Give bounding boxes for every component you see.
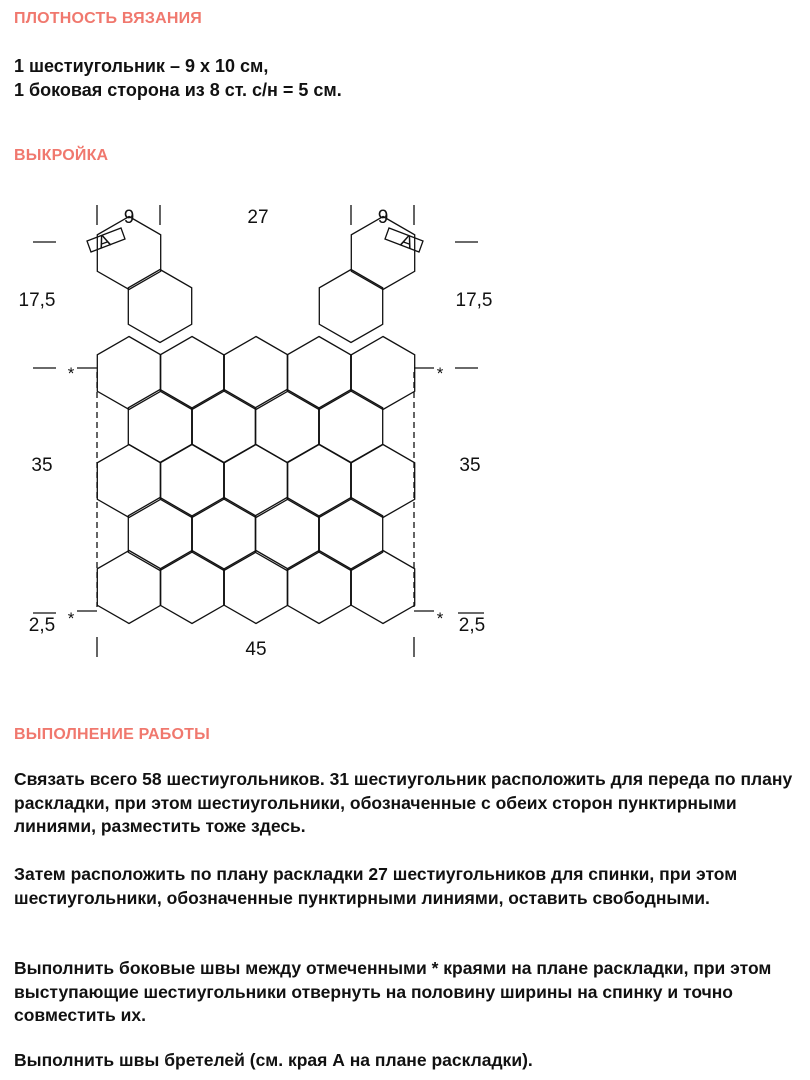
hexagon-motif bbox=[224, 337, 287, 410]
edge-a-markers bbox=[87, 228, 423, 252]
hexagon-motif bbox=[351, 337, 414, 410]
pattern-heading: ВЫКРОЙКА bbox=[14, 147, 109, 164]
hexagon-motif bbox=[97, 551, 160, 624]
seam-mark-left-top: * bbox=[67, 364, 75, 383]
hexagon-motif bbox=[97, 445, 160, 518]
gauge-line-2: 1 боковая сторона из 8 ст. с/н = 5 см. bbox=[14, 80, 342, 100]
dim-bottom-left: 2,5 bbox=[28, 615, 56, 636]
dim-body-left: 35 bbox=[31, 455, 53, 476]
dim-top-center: 27 bbox=[247, 207, 269, 228]
hexagon-motif bbox=[128, 498, 191, 571]
hexagon-motif bbox=[319, 498, 382, 571]
hexagon-motif bbox=[255, 390, 318, 463]
gauge-line-1: 1 шестиугольник – 9 х 10 см, bbox=[14, 56, 269, 76]
hexagon-motif bbox=[351, 551, 414, 624]
hexagon-motif bbox=[287, 337, 350, 410]
edge-a-label-left: A bbox=[94, 229, 114, 253]
instructions-paragraph-1: Связать всего 58 шестиугольников. 31 шестиугольник расположить для переда по плану раскладки, при этом шестиугольники, обозначенные с обеих сторон пунктирными линиями, разместить тоже здесь. bbox=[14, 769, 793, 836]
gauge-heading: ПЛОТНОСТЬ ВЯЗАНИЯ bbox=[14, 10, 203, 27]
dim-body-right: 35 bbox=[459, 455, 481, 476]
hexagon-motif bbox=[351, 445, 414, 518]
hexagon-motif bbox=[192, 390, 255, 463]
hexagon-motif bbox=[160, 551, 223, 624]
dim-bottom-right: 2,5 bbox=[458, 615, 486, 636]
hexagon-motif bbox=[128, 390, 191, 463]
hexagon-motif bbox=[224, 551, 287, 624]
instructions-heading: ВЫПОЛНЕНИЕ РАБОТЫ bbox=[14, 726, 210, 743]
hexagon-motif bbox=[97, 337, 160, 410]
seam-mark-right-bottom: * bbox=[436, 609, 444, 628]
instructions-paragraph-3: Выполнить боковые швы между отмеченными * краями на плане раскладки, при этом выступающие шестиугольники отвернуть на половину ширины на спинку и точно совместить их. bbox=[14, 958, 772, 1025]
instructions-paragraph-2: Затем расположить по плану раскладки 27 шестиугольников для спинки, при этом шестиугольники, обозначенные пунктирными линиями, оставить свободными. bbox=[14, 864, 738, 908]
hexagon-motif bbox=[287, 445, 350, 518]
hexagon-motif bbox=[192, 498, 255, 571]
hexagon-motif bbox=[128, 270, 191, 343]
instructions-paragraph-4: Выполнить швы бретелей (см. края А на плане раскладки). bbox=[14, 1050, 533, 1070]
dim-strap-left: 17,5 bbox=[18, 290, 56, 311]
hexagon-motif bbox=[319, 270, 382, 343]
hexagon-grid bbox=[94, 217, 417, 624]
hexagon-motif bbox=[255, 498, 318, 571]
dim-strap-right: 17,5 bbox=[455, 290, 493, 311]
dim-top-right: 9 bbox=[377, 207, 389, 228]
hexagon-motif bbox=[319, 390, 382, 463]
seam-mark-left-bottom: * bbox=[67, 609, 75, 628]
hexagon-motif bbox=[224, 445, 287, 518]
hexagon-layout-diagram bbox=[0, 195, 810, 670]
dim-top-left: 9 bbox=[123, 207, 135, 228]
edge-a-label-right: A bbox=[397, 229, 417, 253]
hexagon-motif bbox=[287, 551, 350, 624]
dim-width-bottom: 45 bbox=[245, 639, 267, 660]
seam-mark-right-top: * bbox=[436, 364, 444, 383]
hexagon-motif bbox=[160, 337, 223, 410]
hexagon-motif bbox=[160, 445, 223, 518]
